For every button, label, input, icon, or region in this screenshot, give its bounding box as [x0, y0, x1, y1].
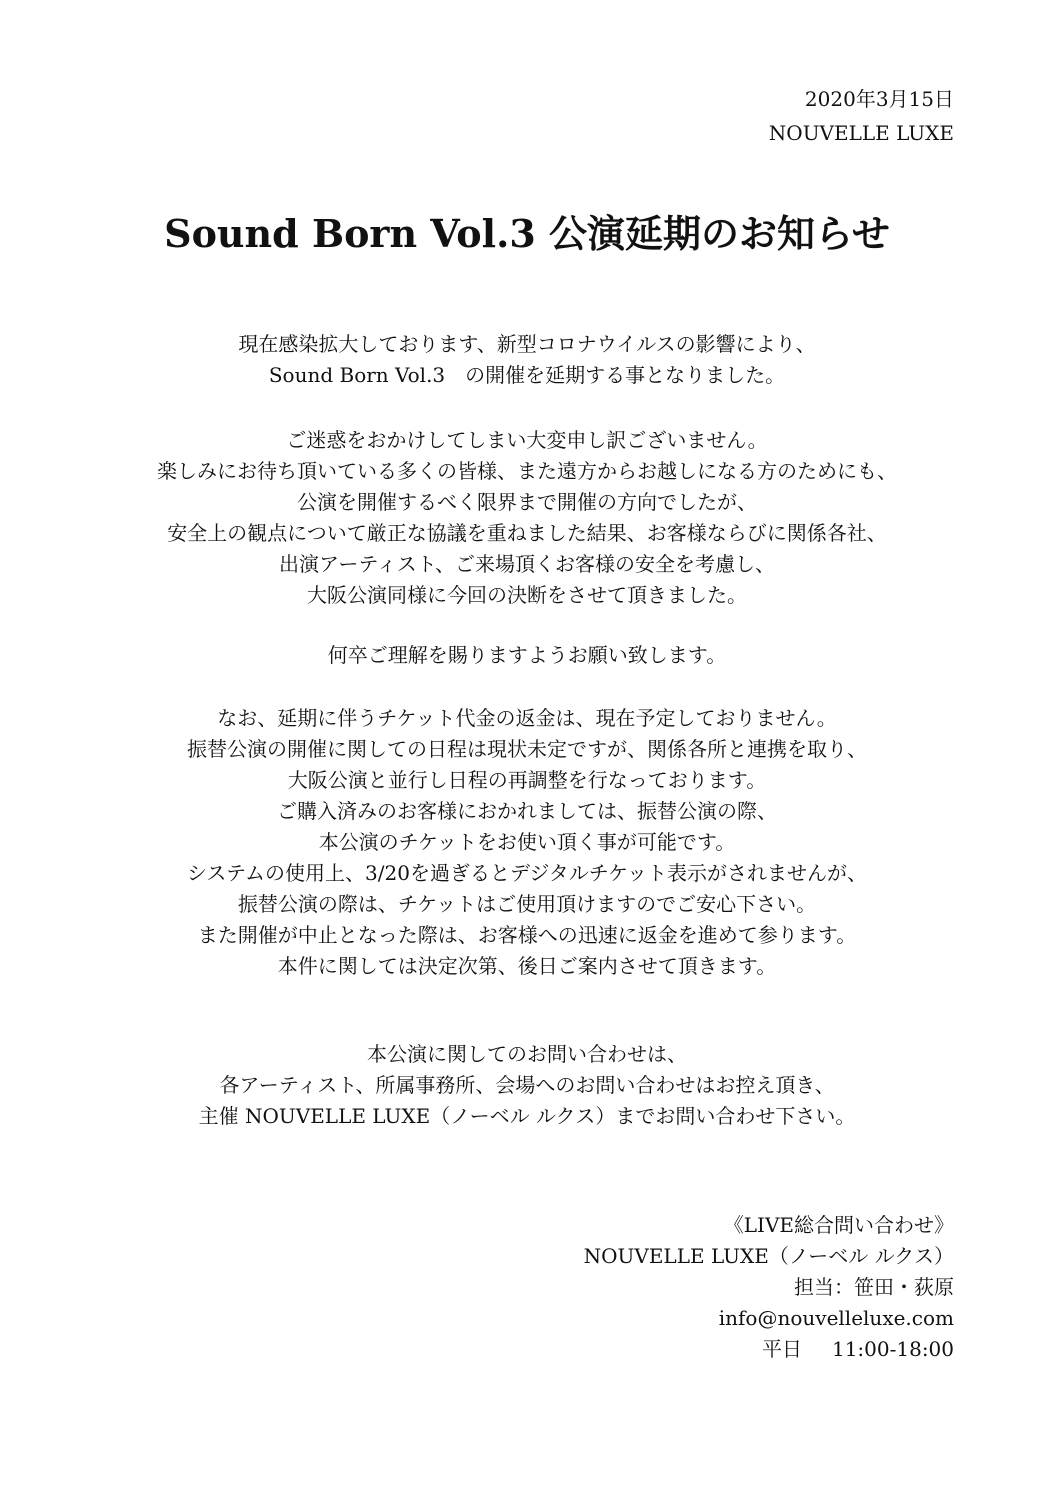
inquiry-line: 各アーティスト、所属事務所、会場へのお問い合わせはお控え頂き、 — [219, 1073, 835, 1097]
apology-paragraph — [0, 425, 1054, 611]
document-header — [769, 82, 954, 150]
apology-line: ご迷惑をおかけしてしまい大変申し訳ございません。 — [286, 428, 768, 452]
inquiry-paragraph — [0, 1039, 1054, 1132]
refund-line: また開催が中止となった際は、お客様への迅速に返金を進めて参ります。 — [197, 923, 857, 947]
contact-staff: 担当：笹田・荻原 — [794, 1275, 954, 1299]
refund-line: 大阪公演と並行し日程の再調整を行なっております。 — [287, 768, 767, 792]
request-paragraph — [0, 640, 1054, 671]
apology-line: 楽しみにお待ち頂いている多くの皆様、また遠方からお越しになる方のためにも、 — [157, 459, 897, 483]
request-line: 何卒ご理解を賜りますようお願い致します。 — [327, 643, 727, 667]
refund-line: ご購入済みのお客様におかれましては、振替公演の際、 — [277, 799, 777, 823]
contact-heading: 《LIVE総合問い合わせ》 — [723, 1213, 954, 1237]
intro-paragraph — [0, 329, 1054, 391]
refund-line: なお、延期に伴うチケット代金の返金は、現在予定しておりません。 — [217, 706, 837, 730]
apology-line: 安全上の観点について厳正な協議を重ねました結果、お客様ならびに関係各社、 — [167, 521, 887, 545]
refund-line: 振替公演の開催に関しての日程は現状未定ですが、関係各所と連携を取り、 — [187, 737, 867, 761]
refund-line: システムの使用上、3/20を過ぎるとデジタルチケット表示がされませんが、 — [187, 861, 867, 885]
intro-line: Sound Born Vol.3 の開催を延期する事となりました。 — [268, 363, 786, 387]
apology-line: 出演アーティスト、ご来場頂くお客様の安全を考慮し、 — [279, 552, 775, 576]
contact-hours — [584, 1334, 954, 1365]
inquiry-line: 主催 NOUVELLE LUXE（ノーベル ルクス）までお問い合わせ下さい。 — [198, 1104, 856, 1128]
contact-block — [584, 1210, 954, 1365]
issuer-name: NOUVELLE LUXE — [768, 121, 954, 145]
intro-line: 現在感染拡大しております、新型コロナウイルスの影響により、 — [238, 332, 816, 356]
hours-label: 平日 — [761, 1337, 802, 1361]
document-date: 2020年3月15日 — [804, 87, 954, 111]
apology-line: 公演を開催するべく限界まで開催の方向でしたが、 — [297, 490, 757, 514]
refund-line: 振替公演の際は、チケットはご使用頂けますのでご安心下さい。 — [237, 892, 817, 916]
refund-line: 本公演のチケットをお使い頂く事が可能です。 — [318, 830, 736, 854]
apology-line: 大阪公演同様に今回の決断をさせて頂きました。 — [307, 583, 747, 607]
refund-line: 本件に関しては決定次第、後日ご案内させて頂きます。 — [277, 954, 777, 978]
contact-company: NOUVELLE LUXE（ノーベル ルクス） — [583, 1244, 954, 1268]
contact-email[interactable]: info@nouvelleluxe.com — [718, 1306, 954, 1330]
inquiry-line: 本公演に関してのお問い合わせは、 — [367, 1042, 687, 1066]
refund-paragraph — [0, 703, 1054, 982]
hours-value: 11:00-18:00 — [831, 1337, 954, 1361]
document-title: Sound Born Vol.3 公演延期のお知らせ — [164, 211, 890, 256]
